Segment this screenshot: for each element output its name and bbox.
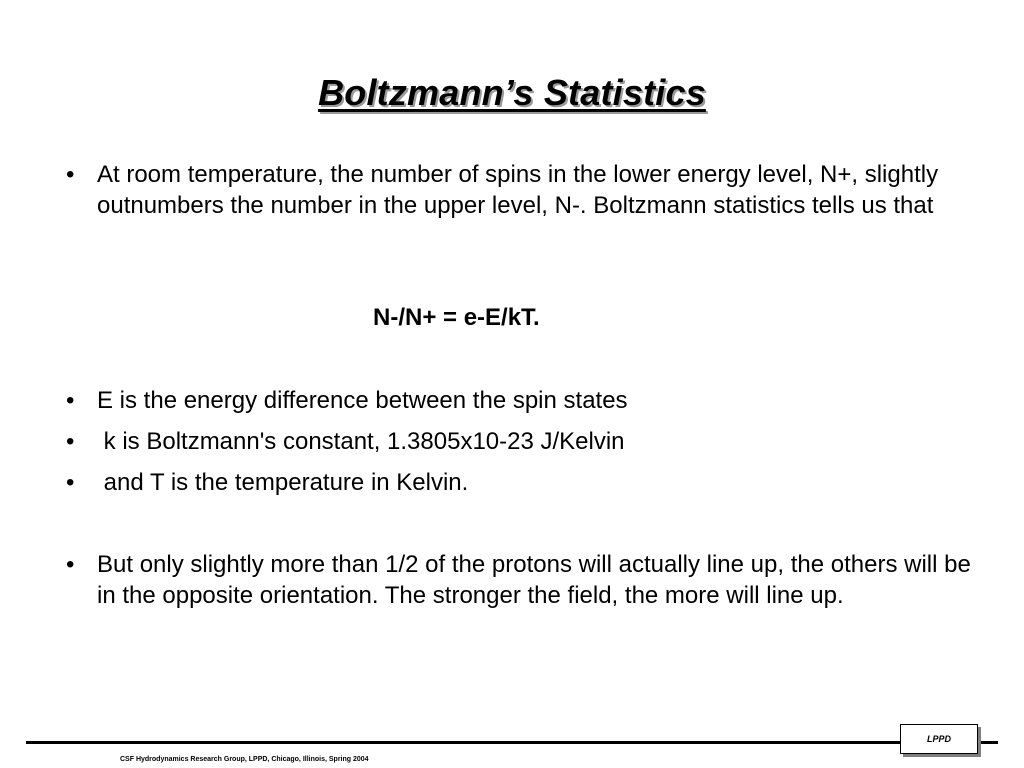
bullet-temperature [66, 467, 986, 498]
bullet-dot: • [66, 387, 75, 414]
lppd-logo [900, 724, 978, 754]
bullet-room-temperature [66, 159, 986, 221]
bullet-text: E is the energy difference between the spin states [97, 387, 628, 414]
boltzmann-equation: N-/N+ = e-E/kT. [373, 304, 540, 331]
lppd-logo-text: LPPD [926, 734, 951, 744]
bullet-protons-line-up [66, 549, 986, 611]
bullet-dot: • [66, 551, 75, 578]
bullet-text: But only slightly more than 1/2 of the protons will actually line up, the others will be in the opposite orientation. The stronger the field, the more will line up. [97, 551, 971, 609]
bullet-dot: • [66, 428, 75, 455]
footer-credit: CSF Hydrodynamics Research Group, LPPD, Chicago, Illinois, Spring 2004 [120, 756, 369, 763]
bullet-text: and T is the temperature in Kelvin. [97, 469, 469, 496]
bullet-text: At room temperature, the number of spins in the lower energy level, N+, slightly outnumbers the number in the upper level, N-. Boltzmann statistics tells us that [97, 161, 939, 219]
footer-divider [26, 741, 998, 744]
slide-title: Boltzmann’s Statistics [318, 72, 706, 113]
bullet-boltzmann-constant [66, 426, 986, 457]
bullet-energy-difference [66, 385, 986, 416]
bullet-text: k is Boltzmann's constant, 1.3805x10-23 J/Kelvin [97, 428, 625, 455]
bullet-dot: • [66, 161, 75, 188]
bullet-dot: • [66, 469, 75, 496]
